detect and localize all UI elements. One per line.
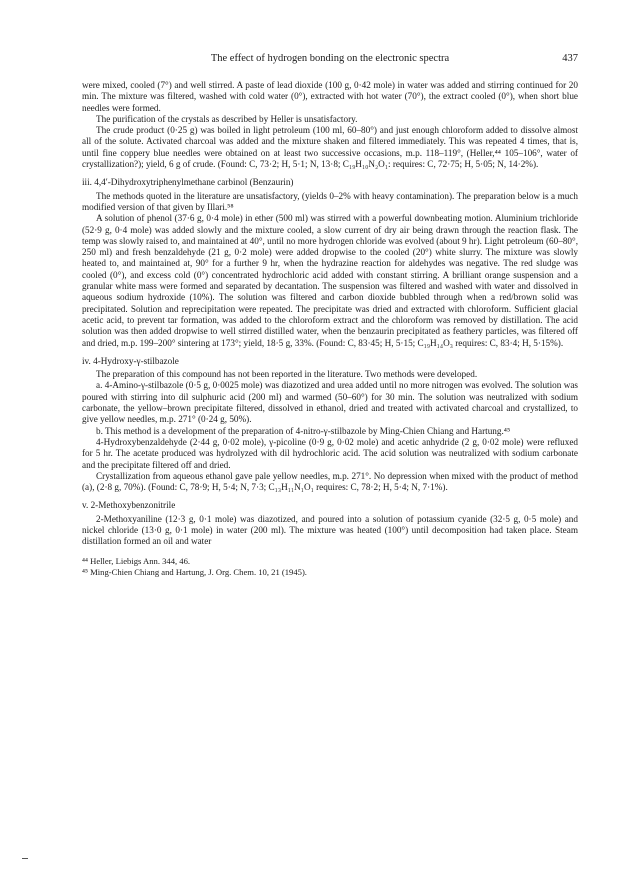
paragraph: Crystallization from aqueous ethanol gave pale yellow needles, m.p. 271°. No depression when mixed with the product of method (a), (2·8 g, 70%). (Found: C, 78·9; H, 5·4; N, 7·3; C₁₃H₁₁N₁O₁ requires: C, 78·2; H, 5·4; N, 7·1%). [82, 470, 578, 493]
footnote: ⁴⁴ Heller, Liebigs Ann. 344, 46. [82, 555, 191, 566]
paragraph: 4-Hydroxybenzaldehyde (2·44 g, 0·02 mole), γ-picoline (0·9 g, 0·02 mole) and acetic anhydride (2 g, 0·02 mole) were refluxed for 5 hr. The acetate produced was hydrolyzed with dil hydrochloric acid. The acid solution was neutralized with sodium carbonate and the precipitate filtered off and dried. [82, 436, 578, 470]
paragraph: 2-Methoxyaniline (12·3 g, 0·1 mole) was diazotized, and poured into a solution of potassium cyanide (32·5 g, 0·5 mole) and nickel chloride (13·0 g, 0·1 mole) in water (200 ml). The mixture was heated (100°) until decomposition had taken place. Steam distillation formed an oil and water [82, 513, 578, 547]
running-header [82, 52, 578, 66]
section-heading: iv. 4-Hydroxy-γ-stilbazole [82, 355, 179, 366]
paragraph: b. This method is a development of the preparation of 4-nitro-γ-stilbazole by Ming-Chien Chiang and Hartung.⁴⁵ [96, 425, 511, 436]
footnote: ⁴⁵ Ming-Chien Chiang and Hartung, J. Org. Chem. 10, 21 (1945). [82, 566, 307, 577]
paragraph: The preparation of this compound has not been reported in the literature. Two methods were developed. [96, 369, 478, 380]
paragraph: The methods quoted in the literature are unsatisfactory, (yields 0–2% with heavy contamination). The preparation below is a much modified version of that given by Illari.⁵⁸ [82, 190, 578, 212]
section-heading: v. 2-Methoxybenzonitrile [82, 500, 176, 511]
running-title: The effect of hydrogen bonding on the electronic spectra [210, 53, 450, 64]
section-heading: iii. 4,4′-Dihydroxytriphenylmethane carbinol (Benzaurin) [82, 177, 294, 188]
paragraph: The purification of the crystals as described by Heller is unsatisfactory. [96, 113, 358, 124]
page-number: 437 [562, 53, 578, 64]
paragraph: were mixed, cooled (7°) and well stirred. A paste of lead dioxide (100 g, 0·42 mole) in water was added and stirring continued for 20 min. The mixture was filtered, washed with cold water (0°), extracted with hot water (70°), the extract cooled (0°), when short blue needles were formed. [82, 80, 578, 113]
paragraph: a. 4-Amino-γ-stilbazole (0·5 g, 0·0025 mole) was diazotized and urea added until no more nitrogen was evolved. The solution was poured with stirring into dil sulphuric acid (200 ml) and warmed (50–60°) for 30 min. The solution was neutralized with sodium carbonate, the yellow–brown precipitate filtered, dissolved in ethanol, dried and treated with activated charcoal and crystallized, to give yellow needles, m.p. 271° (0·24 g, 50%). [82, 380, 578, 425]
paragraph: A solution of phenol (37·6 g, 0·4 mole) in ether (500 ml) was stirred with a powerful downbeating motion. Aluminium trichloride (52·9 g, 0·4 mole) was added slowly and the mixture cooled, a slow current of dry air being drawn through the reaction flask. The temp was slowly raised to, and maintained at 40°, until no more hydrogen chloride was evolved (about 9 hr). Light petroleum (60–80°, 250 ml) and fresh benzaldehyde (21 g, 0·2 mole) were added dropwise to the cooled (20°) white slurry. The mixture was slowly heated to, and maintained at, 90° for a further 9 hr, when the hydrazine reaction for aldehydes was negative. The red sludge was cooled (0°), and excess cold (0°) concentrated hydrochloric acid added with constant stirring. A brilliant orange suspension and a granular white mass were formed and separated by decantation. The suspension was filtered and washed with water and dissolved in aqueous sodium hydroxide (10%). The solution was filtered and carbon dioxide bubbled through when a red/brown solid was precipitated. Solution and reprecipitation were repeated. The precipitate was dried and extracted with chloroform. Sufficient glacial acetic acid, to prevent tar formation, was added to the chloroform extract and the chloroform was removed by distillation. The acid solution was then added dropwise to well stirred distilled water, when the benzaurin precipitated as feathery particles, was filtered off and dried, m.p. 199–200° sintering at 173°; yield, 18·5 g, 33%. (Found: C, 83·45; H, 5·15; C₁₉H₁₄O₃ requires: C, 83·4; H, 5·15%). [82, 213, 578, 348]
paragraph: The crude product (0·25 g) was boiled in light petroleum (100 ml, 60–80°) and just enough chloroform added to dissolve almost all of the solute. Activated charcoal was added and the mixture shaken and filtered immediately. This was repeated 4 times, that is, until fine coppery blue needles were obtained on at least two successive occasions, m.p. 118–119°, (Heller,⁴⁴ 105–106°, water of crystallization?); yield, 6 g of crude. (Found: C, 73·2; H, 5·1; N, 13·8; C₁₉H₁₀N₂O₁: requires: C, 72·75; H, 5·05; N, 14·2%). [82, 125, 578, 170]
margin-mark [22, 858, 28, 859]
page-body [82, 80, 578, 578]
